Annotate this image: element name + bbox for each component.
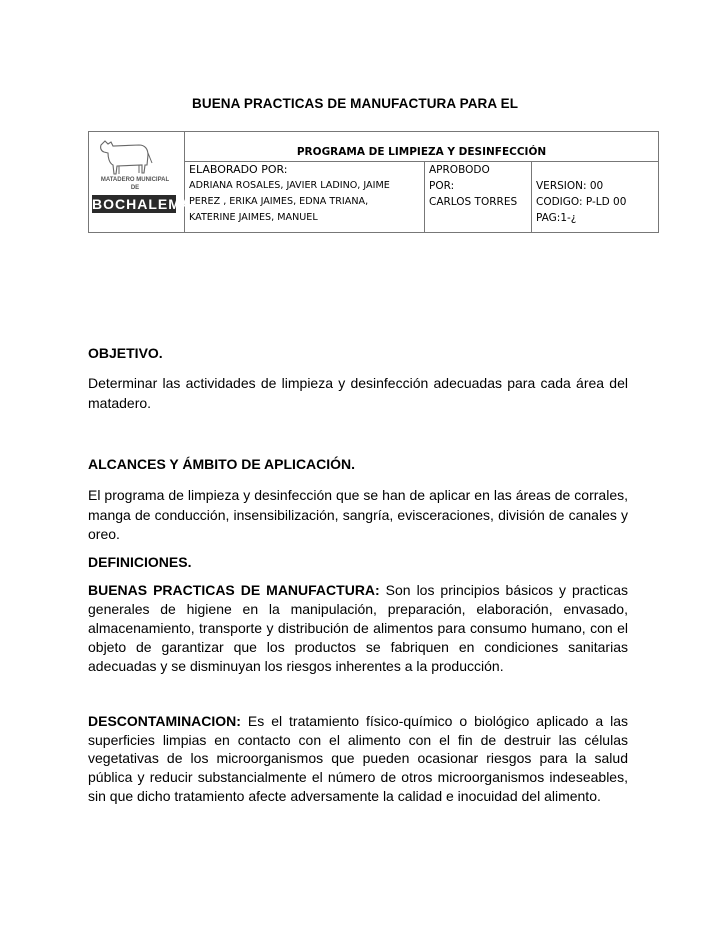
aprobado-name: CARLOS TORRES [429, 196, 518, 208]
alcances-text: El programa de limpieza y desinfección que se han de aplicar en las áreas de corrales, manga de conducción, insensibilización, sangría, evisceraciones, división de canales y oreo. [88, 487, 628, 542]
elaborado-name-2: PEREZ , ERIKA JAIMES, EDNA TRIANA, [189, 196, 369, 207]
aprobado-por: POR: [429, 180, 455, 192]
descontaminacion-definition [88, 712, 628, 806]
objetivo-text: Determinar las actividades de limpieza y desinfección adecuadas para cada área del matadero. [88, 375, 628, 411]
elaborado-cell [185, 162, 425, 233]
descontaminacion-term: DESCONTAMINACION: [88, 713, 241, 729]
version-cell [532, 162, 659, 233]
logo-caption: MATADERO MUNICIPAL DE [100, 177, 170, 191]
elaborado-name-1: ADRIANA ROSALES, JAVIER LADINO, JAIME [189, 180, 390, 191]
codigo: CODIGO: P-LD 00 [536, 196, 627, 208]
elaborado-label: ELABORADO POR: [189, 163, 288, 176]
aprobado-cell [425, 162, 532, 233]
cow-icon [95, 135, 155, 177]
bpm-text: Son los principios básicos y practicas generales de higiene en la manipulación, preparación, elaboración, envasado, almacenamiento, transporte y distribución de alimentos para consumo humano, con el objeto de garantizar que los productos se fabriquen en condiciones sanitarias adecuadas y se disminuyan los riesgos inherentes a la producción. [88, 582, 628, 674]
program-title: PROGRAMA DE LIMPIEZA Y DESINFECCIÓN [185, 132, 659, 162]
document-title: BUENA PRACTICAS DE MANUFACTURA PARA EL [192, 96, 519, 111]
bpm-definition [88, 581, 628, 676]
descontaminacion-text: Es el tratamiento físico-químico o biológico aplicado a las superficies limpias en contacto con el alimento con el fin de destruir las células vegetativas de los microorganismos que pueden ocasionar riesgos para la salud pública y reducir substancialmente el número de otros microorganismos indeseables, sin que dicho tratamiento afecte adversamente la calidad e inocuidad del alimento. [88, 713, 628, 804]
bpm-term: BUENAS PRACTICAS DE MANUFACTURA: [88, 582, 380, 598]
definiciones-heading: DEFINICIONES. [88, 554, 192, 570]
version: VERSION: 00 [536, 180, 604, 192]
logo [89, 132, 192, 233]
header-table [88, 131, 659, 233]
elaborado-name-3: KATERINE JAIMES, MANUEL [189, 212, 318, 223]
pag: PAG:1-¿ [536, 212, 577, 224]
objetivo-heading: OBJETIVO. [88, 345, 163, 361]
alcances-heading: ALCANCES Y ÁMBITO DE APLICACIÓN. [88, 456, 356, 472]
aprobado-label: APROBODO [429, 164, 490, 176]
logo-badge: BOCHALEMA [92, 196, 192, 212]
